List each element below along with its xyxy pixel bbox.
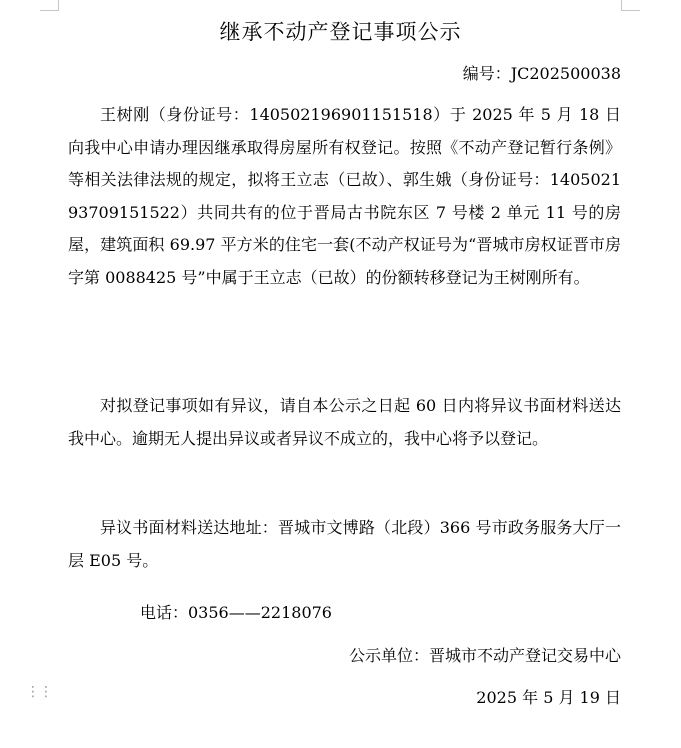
document-number: 编号：JC202500038 (462, 64, 621, 83)
paragraph-objection-address: 异议书面材料送达地址：晋城市文博路（北段）366 号市政务服务大厅一层 E05 号。 (68, 518, 621, 570)
document-title: 继承不动产登记事项公示 (219, 20, 462, 44)
paragraph-application: 王树刚（身份证号：140502196901151518）于 2025 年 5 月 18 日向我中心申请办理因继承取得房屋所有权登记。按照《不动产登记暂行条例》等相关法律法规的规定，拟将王立志（已故）、郭生娥（身份证号：140502193709151522）共同共有的位于晋局古书院东区 7 号楼 2 单元 11 号的房屋，建筑面积 69.97 平方米的住宅一套(不动产权证号为“晋城市房权证晋市房字第 0088425 号”中属于王立志（已故）的份额转移登记为王树刚所有。 (68, 105, 621, 287)
issuing-unit: 公示单位：晋城市不动产登记交易中心 (348, 646, 621, 665)
crop-mark-top-right (621, 0, 640, 11)
drag-handle-icon[interactable]: ⋮⋮ (26, 684, 52, 700)
issue-date: 2025 年 5 月 19 日 (476, 688, 621, 707)
contact-phone: 电话：0356——2218076 (140, 603, 332, 622)
paragraph-objection-notice: 对拟登记事项如有异议，请自本公示之日起 60 日内将异议书面材料送达我中心。逾期无人提出异议或者异议不成立的，我中心将予以登记。 (68, 396, 621, 448)
crop-mark-top-left (40, 0, 59, 11)
